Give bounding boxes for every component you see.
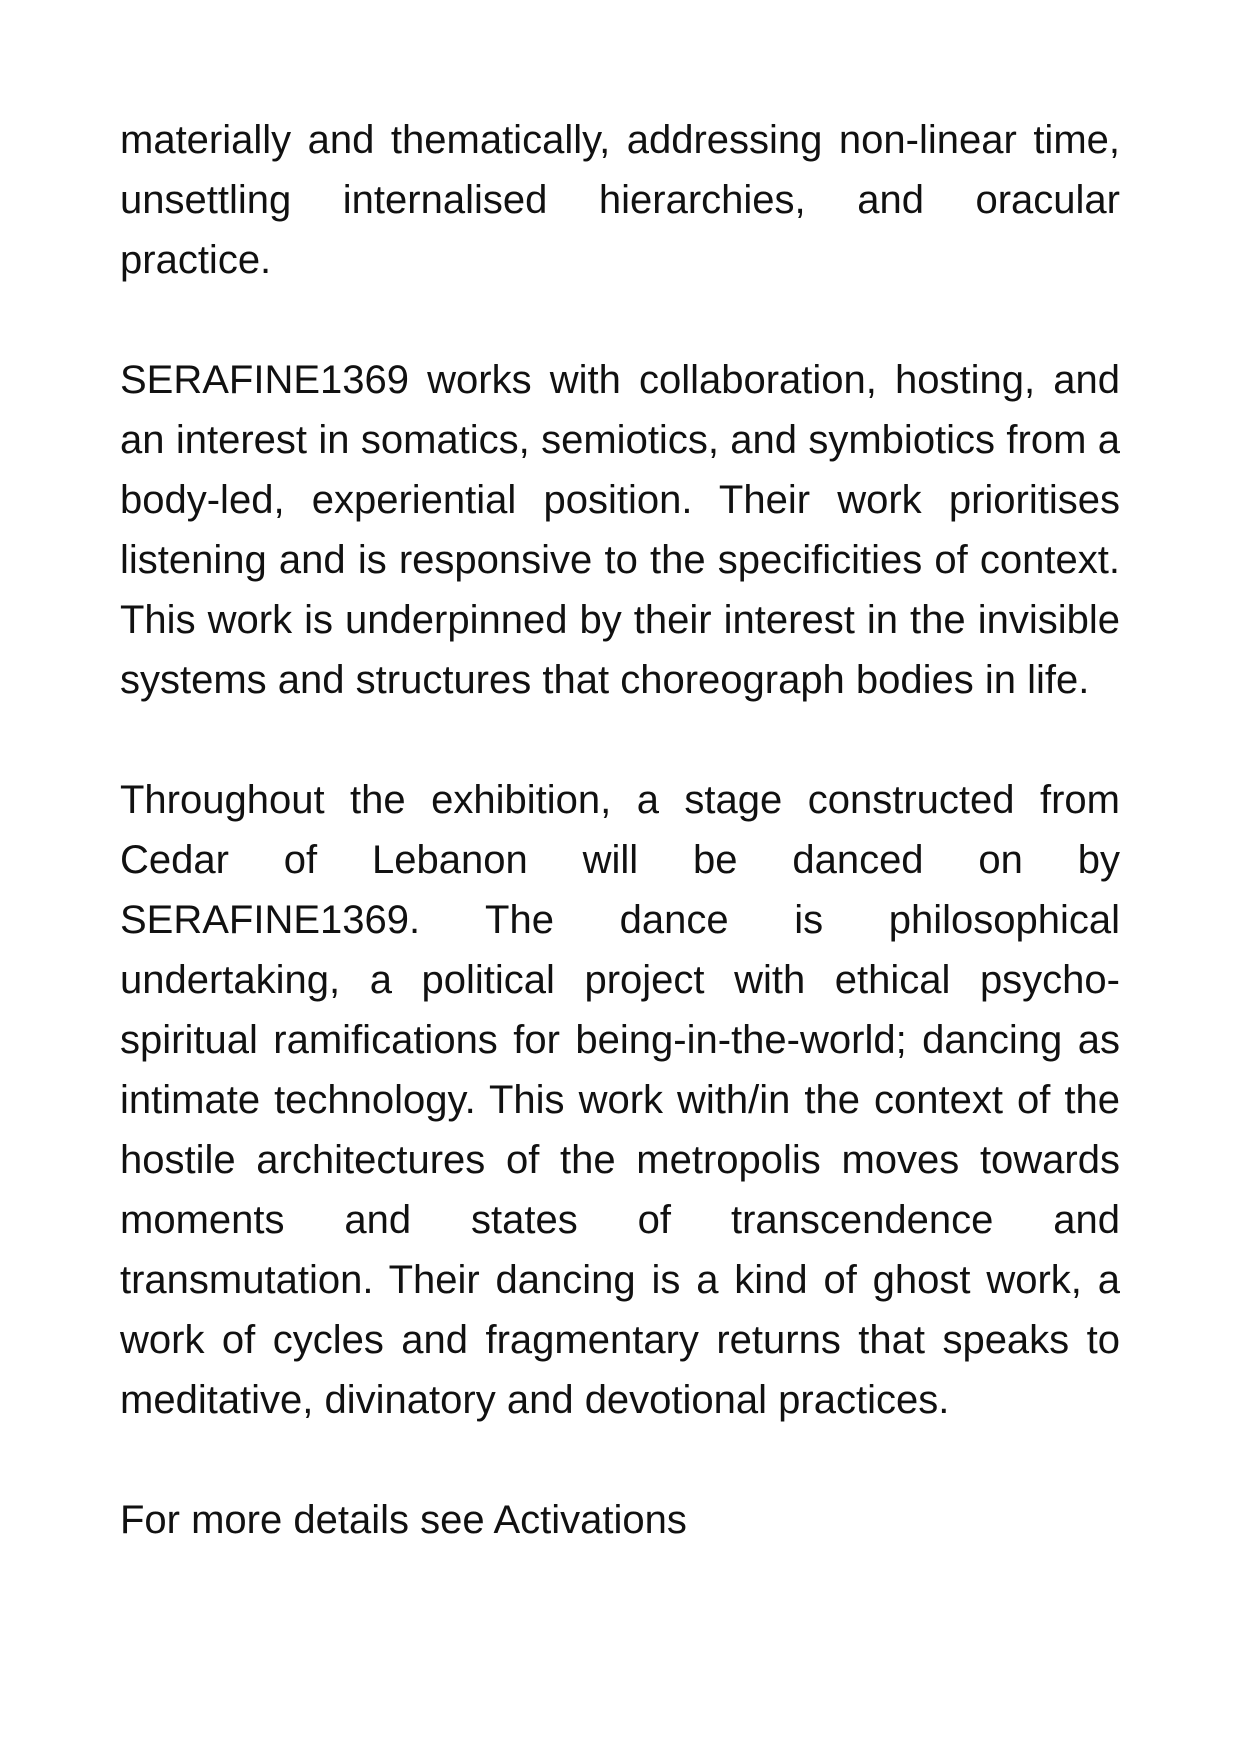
paragraph-intro-continuation: materially and thematically, addressing non-linear time, unsettling internalised hierarchies, and oracular practice. [120,118,1120,282]
paragraph-activations-note: For more details see Activations [120,1498,687,1542]
paragraph-artist-practice: SERAFINE1369 works with collaboration, hosting, and an interest in somatics, semiotics, and symbiotics from a body-led, experiential position. Their work prioritises listening and is responsive to the specificities of context. This work is underpinned by their interest in the invisible systems and structures that choreograph bodies in life. [120,358,1120,702]
document-page [120,110,1120,1550]
paragraph-exhibition-dance: Throughout the exhibition, a stage constructed from Cedar of Lebanon will be danced on by SERAFINE1369. The dance is philosophical undertaking, a political project with ethical psycho-spiritual ramifications for being-in-the-world; dancing as intimate technology. This work with/in the context of the hostile architectures of the metropolis moves towards moments and states of transcendence and transmutation. Their dancing is a kind of ghost work, a work of cycles and fragmentary returns that speaks to meditative, divinatory and devotional practices. [120,778,1120,1422]
